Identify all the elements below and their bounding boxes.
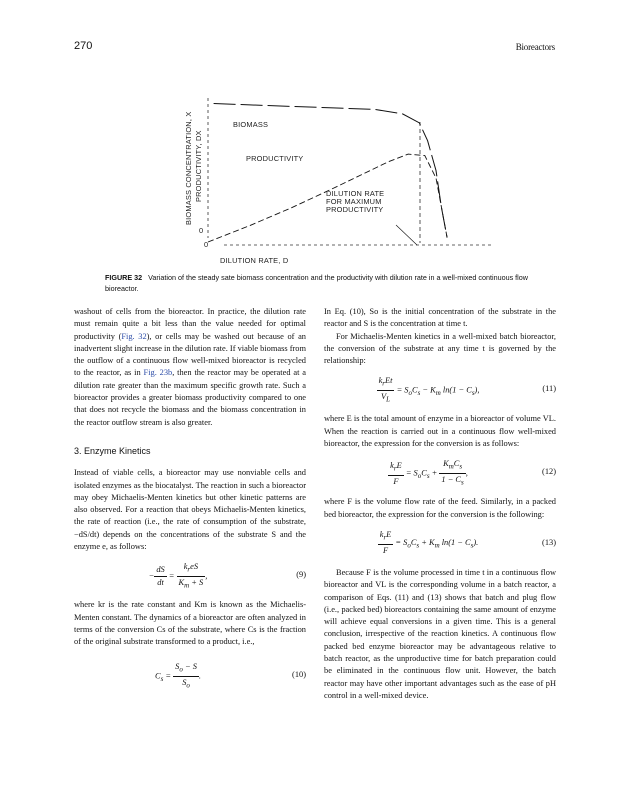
caption-text: Variation of the steady sate biomass concentration and the productivity with dilution rate in a well-mixed continuous flow bioreactor. [105, 273, 528, 293]
equation-11: $\frac{k_rEt}{V_L}$ = $S_oC_s - K_m$ $\ln(1 - C_s)$, (11) [378, 376, 556, 405]
paragraph: In Eq. (10), So is the initial concentration of the substrate in the reactor and S is the concentration at time t. [324, 307, 556, 329]
eq-number: (11) [542, 384, 556, 394]
y-axis-label-biomass: BIOMASS CONCENTRATION, X [184, 111, 193, 225]
paragraph: where kr is the rate constant and Km is known as the Michaelis-Menten constant. The dynamics of a bioreactor are often analyzed in terms of the conversion Cs of the substrate, where Cs is the fraction of the original substrate transformed to a product, i.e., [74, 600, 306, 647]
x-axis-label: DILUTION RATE, D [220, 256, 289, 265]
figure-32-chart [74, 60, 554, 275]
text-run: , then the reactor may be operated at a dilution rate greater than the maximum specific growth rate. Such a bioreactor provides a greater biomass productivity compared to one that does not recycle the biomass and the biomass concentration in the reactor outflow stream is also greater. [74, 368, 306, 427]
annotation-arrow [396, 225, 417, 245]
biomass-label: BIOMASS [233, 120, 269, 129]
equation-12: $\frac{k_rE}{F}$ = $S_oC_s$ + $\frac{K_mC_s}{1 - C_s}$ , (12) [390, 459, 556, 488]
figure-caption [105, 273, 555, 294]
page-number: 270 [74, 40, 93, 52]
paragraph: For Michaelis-Menten kinetics in a well-mixed batch bioreactor, the conversion of the substrate at any time t is governed by the relationship: [324, 331, 556, 366]
paragraph: where F is the volume flow rate of the feed. Similarly, in a packed bed bioreactor, the expression for the conversion is the following: [324, 497, 556, 519]
section-heading: 3. Enzyme Kinetics [74, 445, 151, 456]
eq-number: (13) [542, 537, 556, 547]
fig-32-link[interactable]: Fig. 32 [121, 331, 147, 341]
dilution-label-line1: DILUTION RATE [326, 189, 385, 198]
productivity-label: PRODUCTIVITY [246, 154, 304, 163]
running-head: Bioreactors [515, 42, 555, 52]
origin-y-label: 0 [199, 226, 204, 235]
dilution-label-line3: PRODUCTIVITY [326, 205, 384, 214]
text-run: ), or cells may be washed out because of an inadvertent slight increase in the dilution rate. If viable biomass from the outflow of a continuous flow well-mixed bioreactor is recycled to the reactor, as in [74, 331, 306, 378]
caption-label: FIGURE 32 [105, 273, 143, 282]
eq-number: (12) [542, 467, 556, 477]
paragraph [74, 306, 306, 429]
equation-9: − $\frac{dS}{dt}$ = $\frac{k_reS}{K_m + S}$ , (9) [148, 562, 306, 590]
paragraph: where E is the total amount of enzyme in a bioreactor of volume VL. When the reaction is carried out in a continuous flow well-mixed bioreactor, the expression for the conversion is as follows: [324, 414, 556, 449]
dilution-label-line2: FOR MAXIMUM [326, 197, 382, 206]
fig-23b-link[interactable]: Fig. 23b [143, 368, 173, 378]
eq-number: (9) [296, 570, 306, 580]
origin-x-label: 0 [204, 240, 209, 249]
equation-10: $C_s$ = $\frac{S_o - S}{S_o}$ . (10) [155, 661, 306, 690]
equation-13: $\frac{k_rE}{F}$ = $S_oC_s + K_m$ $\ln(1 - C_s)$. (13) [379, 529, 556, 555]
eq-number: (10) [292, 669, 306, 679]
right-column [324, 306, 556, 702]
left-column [74, 306, 306, 699]
text-run: washout of cells from the bioreactor. In practice, the dilution rate must remain quite a bit less than the value needed for optimal productivity ( [74, 307, 306, 341]
y-axis-label-productivity: PRODUCTIVITY, DX [194, 130, 203, 202]
paragraph: Instead of viable cells, a bioreactor may use nonviable cells and isolated enzymes as the biocatalyst. The reaction in such a bioreactor may obey Michaelis-Menten kinetics but other kinetic patterns are also observed. For a reaction that obeys Michaelis-Menten kinetics, the rate of reaction (i.e., the rate of consumption of the substrate, −dS/dt) depends on the concentrations of the substrate S and the enzyme e, as follows: [74, 468, 306, 552]
paragraph: Because F is the volume processed in time t in a continuous flow bioreactor and VL is the corresponding volume in a batch reactor, a comparison of Eqs. (11) and (13) shows that batch and plug flow (i.e., packed bed) bioreactors containing the same amount of enzyme will achieve equal conversions in a given time. This is a general conclusion, irrespective of the reaction kinetics. A continuous flow packed bed enzyme bioreactor may be advantageous relative to batch reactor, as the unproductive time for batch preparation could be eliminated in the continuous flow unit. However, the batch reactor may have other important advantages such as the ease of pH control in a well-mixed device. [324, 567, 556, 700]
